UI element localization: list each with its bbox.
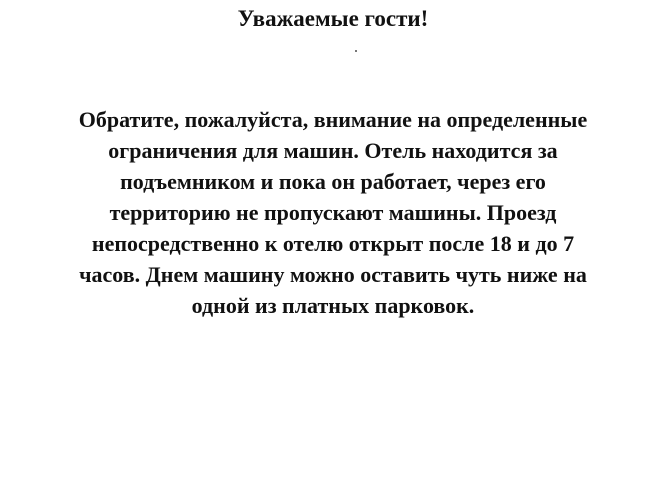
- notice-line: подъемником и пока он работает, через его: [120, 169, 546, 194]
- page-title: Уважаемые гости!: [237, 6, 429, 31]
- notice-line: Обратите, пожалуйста, внимание на определенные: [78, 107, 588, 132]
- notice-line: одной из платных парковок.: [191, 293, 475, 318]
- notice-paragraph: [0, 104, 666, 321]
- notice-line: территорию не пропускают машины. Проезд: [109, 200, 557, 225]
- notice-line: непосредственно к отелю открыт после 18 и до 7: [91, 231, 575, 256]
- notice-line: ограничения для машин. Отель находится за: [108, 138, 558, 163]
- stray-dot: [355, 50, 357, 52]
- notice-line: часов. Днем машину можно оставить чуть ниже на: [79, 262, 587, 287]
